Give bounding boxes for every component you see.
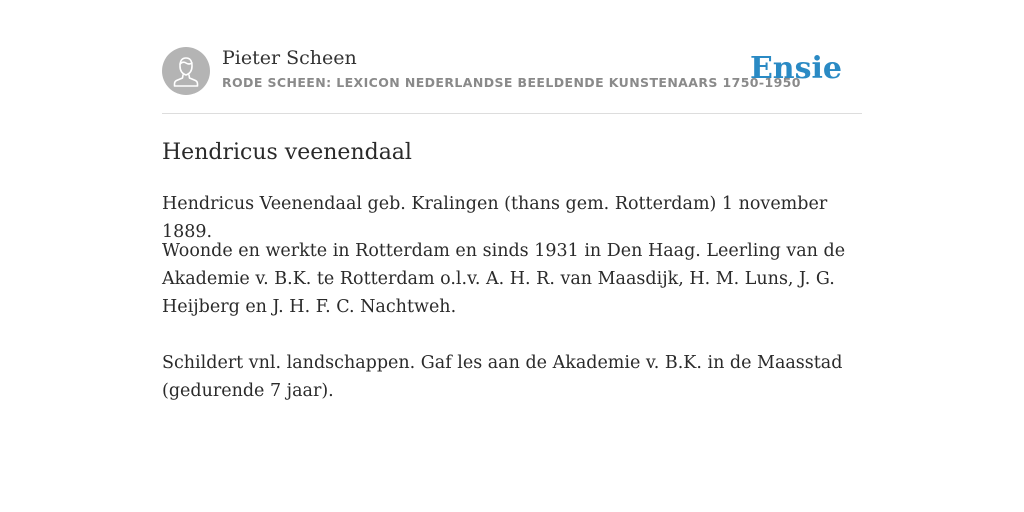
article-paragraph-3: Schildert vnl. landschappen. Gaf les aan de Akademie v. B.K. in de Maasstad (gedurende 7 jaar).	[162, 353, 843, 401]
article-paragraph-2: Woonde en werkte in Rotterdam en sinds 1931 in Den Haag. Leerling van de Akademie v. B.K. te Rotterdam o.l.v. A. H. R. van Maasdijk, H. M. Luns, J. G. Heijberg en J. H. F. C. Nachtweh.	[162, 241, 846, 317]
article-header	[162, 46, 862, 96]
article-paragraph-1: Hendricus Veenendaal geb. Kralingen (thans gem. Rotterdam) 1 november 1889.	[162, 194, 828, 242]
header-divider	[162, 113, 862, 114]
author-name[interactable]: Pieter Scheen	[222, 47, 357, 69]
article-title: Hendricus veenendaal	[162, 140, 412, 165]
source-title[interactable]: RODE SCHEEN: LEXICON NEDERLANDSE BEELDENDE KUNSTENAARS 1750-1950	[222, 75, 801, 90]
ensie-logo[interactable]: Ensie	[749, 51, 842, 86]
user-avatar-icon[interactable]	[162, 47, 210, 95]
user-silhouette-icon	[162, 47, 210, 95]
